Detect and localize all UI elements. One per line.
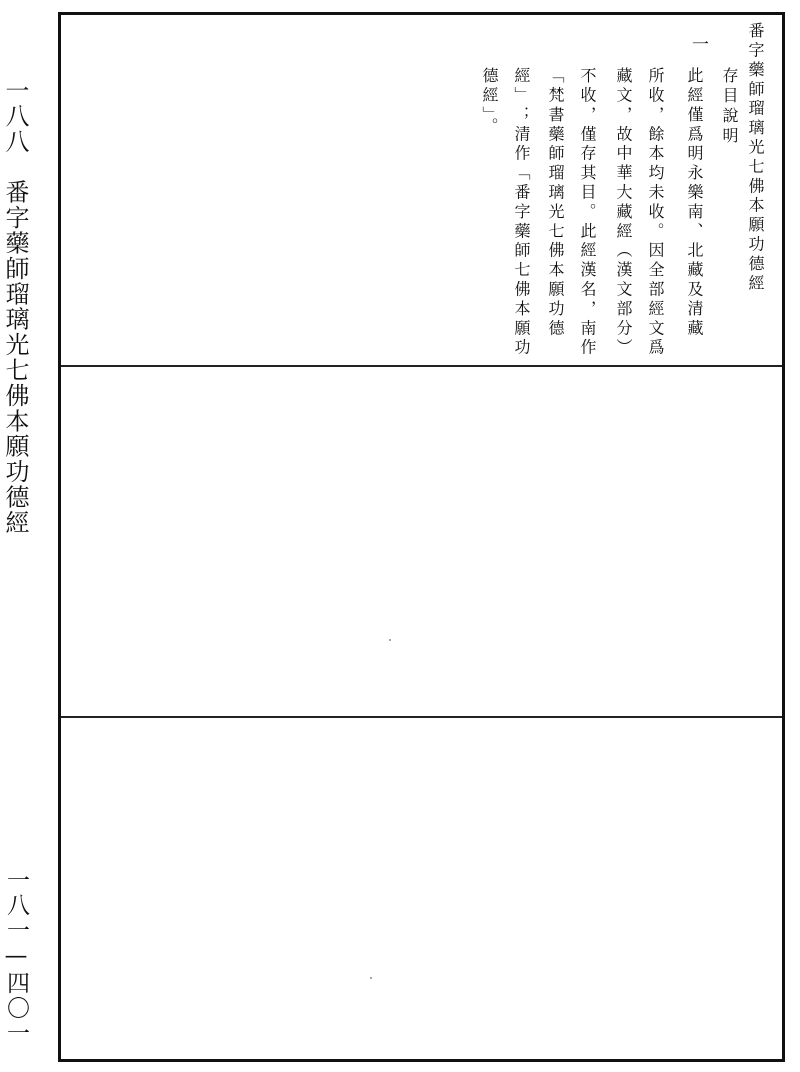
print-speck bbox=[389, 639, 391, 641]
body-line: 德經」。 bbox=[480, 67, 499, 137]
section-heading: 存目說明 bbox=[720, 67, 739, 147]
margin-title: 一八八 番字藥師瑠璃光七佛本願功德經 bbox=[1, 78, 29, 536]
sutra-title: 番字藥師瑠璃光七佛本願功德經 bbox=[746, 22, 765, 294]
paragraph-marker: 一 bbox=[688, 35, 708, 56]
body-line: 「梵書藥師瑠璃光七佛本願功德 bbox=[546, 67, 565, 339]
body-line: 所收，餘本均未收。因全部經文爲 bbox=[646, 67, 665, 358]
body-line: 藏文，故中華大藏經（漢文部分） bbox=[614, 67, 633, 358]
section-divider bbox=[61, 716, 782, 718]
margin-page-number: 一八一—四〇一 bbox=[3, 868, 29, 1046]
section-divider bbox=[61, 365, 782, 367]
page-frame bbox=[58, 12, 785, 1062]
body-line: 不收，僅存其目。此經漢名，南作 bbox=[578, 67, 597, 358]
print-speck bbox=[370, 977, 372, 979]
body-line: 此經僅爲明永樂南、北藏及清藏 bbox=[685, 67, 704, 339]
body-line: 經」；清作「番字藥師七佛本願功 bbox=[512, 67, 531, 358]
